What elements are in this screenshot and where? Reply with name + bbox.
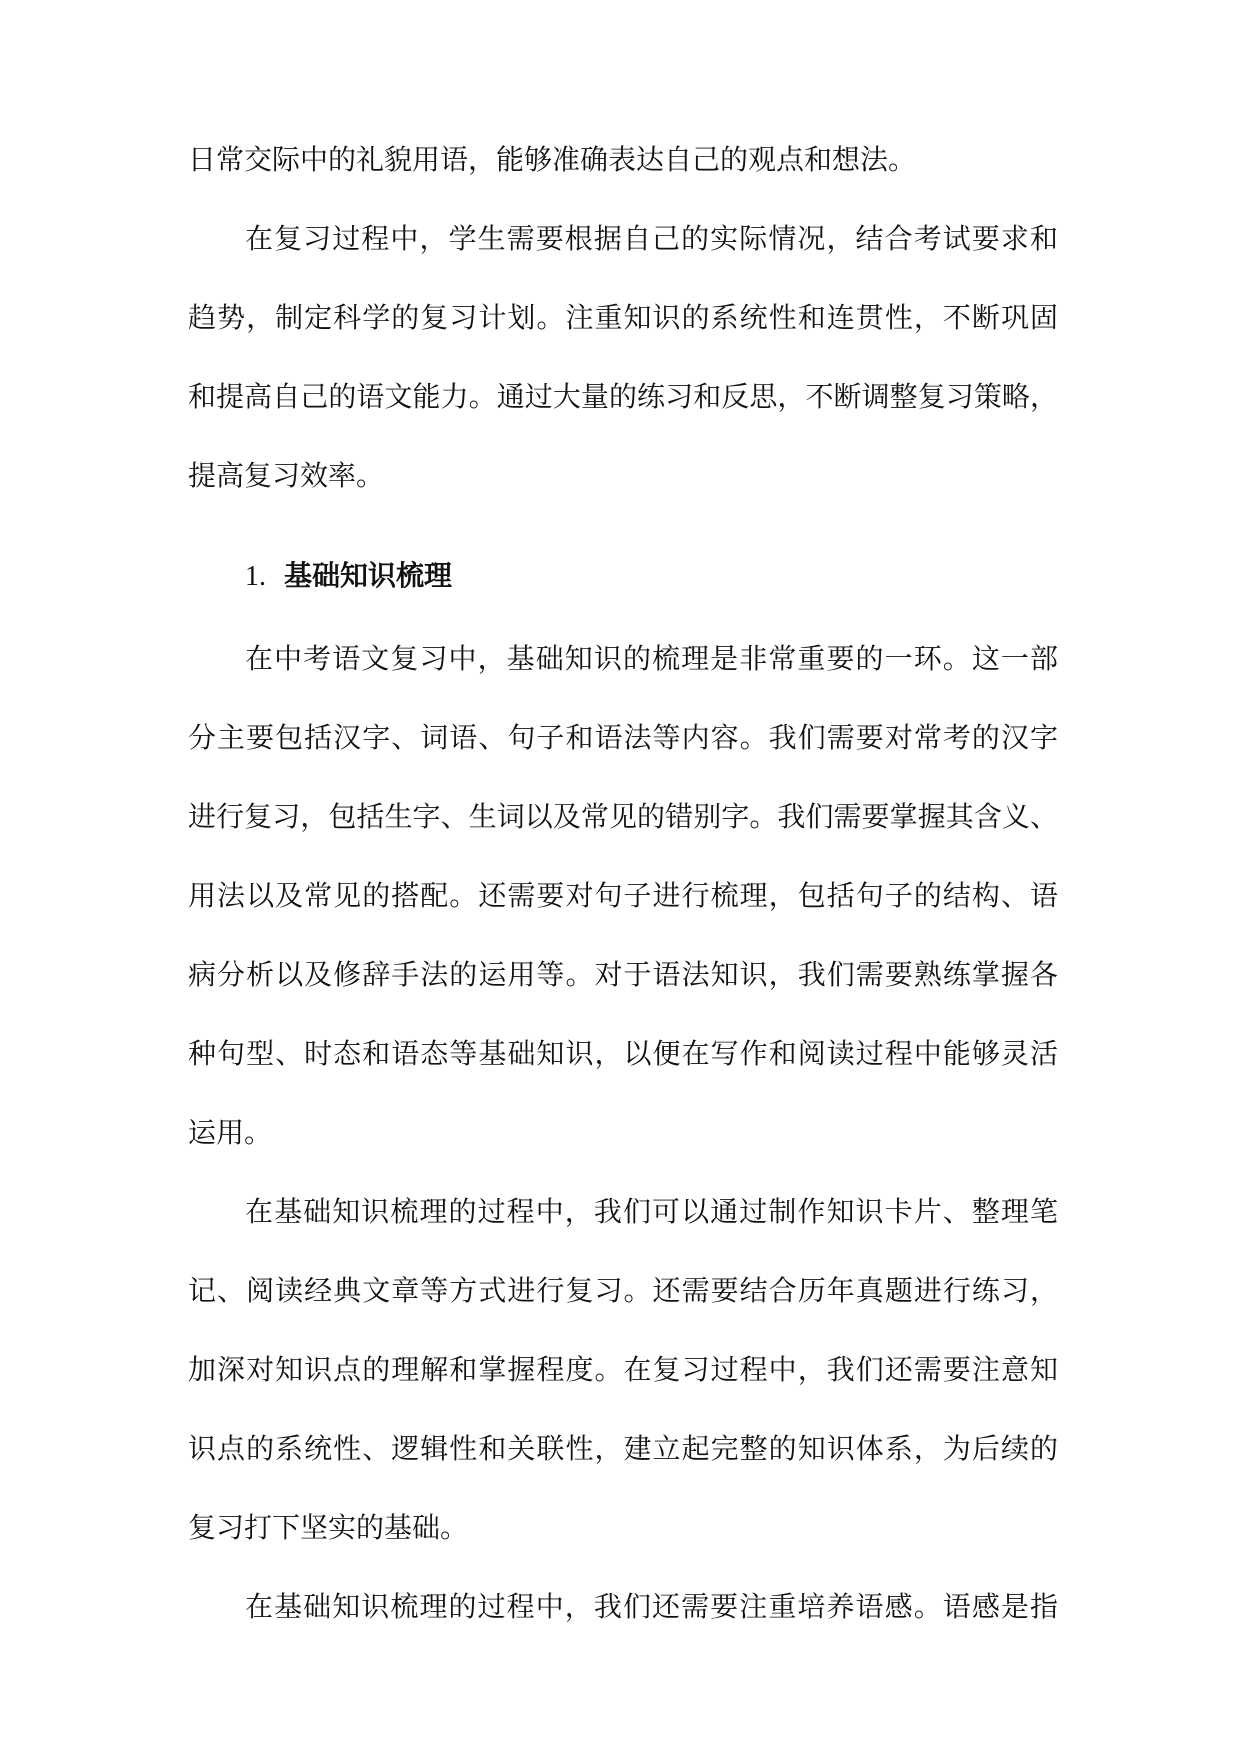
paragraph-line: 分主要包括汉字、词语、句子和语法等内容。我们需要对常考的汉字 [188,721,1058,754]
section-title: 基础知识梳理 [284,559,453,592]
paragraph-line: 提高复习效率。 [188,459,385,492]
paragraph-line: 在复习过程中，学生需要根据自己的实际情况，结合考试要求和 [245,222,1058,255]
document-body [188,140,1058,1627]
paragraph-line: 在中考语文复习中，基础知识的梳理是非常重要的一环。这一部 [245,642,1058,675]
paragraph-line: 在基础知识梳理的过程中，我们还需要注重培养语感。语感是指 [245,1590,1058,1623]
section-heading [188,556,1058,596]
paragraph-line: 趋势，制定科学的复习计划。注重知识的系统性和连贯性，不断巩固 [188,301,1058,334]
section-number: 1. [245,561,266,592]
paragraph-line: 识点的系统性、逻辑性和关联性，建立起完整的知识体系，为后续的 [188,1432,1058,1465]
paragraph-review-plan [188,219,1058,496]
paragraph-line: 种句型、时态和语态等基础知识，以便在写作和阅读过程中能够灵活 [188,1037,1058,1070]
paragraph-line: 在基础知识梳理的过程中，我们可以通过制作知识卡片、整理笔 [245,1195,1058,1228]
paragraph-line: 用法以及常见的搭配。还需要对句子进行梳理，包括句子的结构、语 [188,879,1058,912]
paragraph-basics-1 [188,639,1058,1153]
paragraph-line: 复习打下坚实的基础。 [188,1511,469,1544]
paragraph-line: 记、阅读经典文章等方式进行复习。还需要结合历年真题进行练习， [188,1274,1058,1307]
paragraph-line: 病分析以及修辞手法的运用等。对于语法知识，我们需要熟练掌握各 [188,958,1058,991]
paragraph-line: 加深对知识点的理解和掌握程度。在复习过程中，我们还需要注意知 [188,1353,1058,1386]
paragraph-line: 和提高自己的语文能力。通过大量的练习和反思，不断调整复习策略， [188,380,1058,413]
paragraph-basics-2 [188,1192,1058,1548]
paragraph-line: 运用。 [188,1116,273,1149]
paragraph-basics-3 [188,1587,1058,1627]
paragraph-line: 进行复习，包括生字、生词以及常见的错别字。我们需要掌握其含义、 [188,800,1058,833]
carryover-line: 日常交际中的礼貌用语，能够准确表达自己的观点和想法。 [188,143,917,176]
